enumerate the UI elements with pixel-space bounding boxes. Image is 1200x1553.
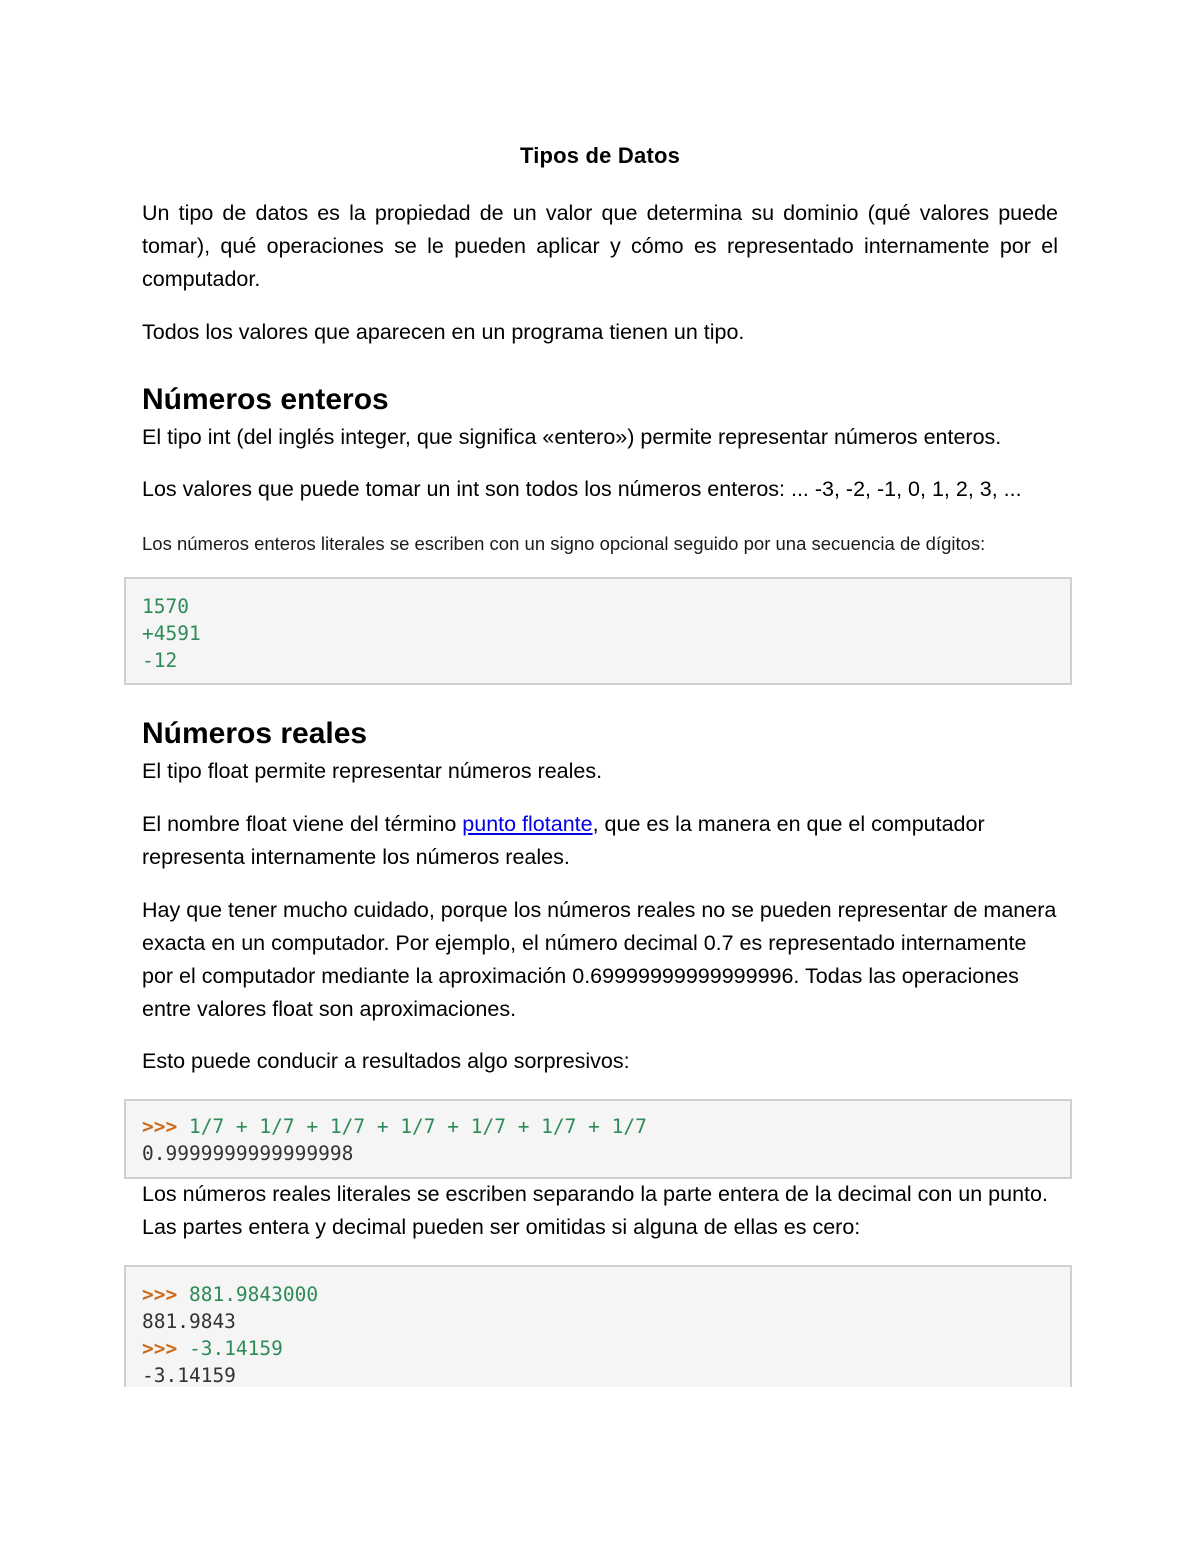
reales-paragraph-5: Los números reales literales se escriben separando la parte entera de la decimal con un punto. Las partes entera y decimal pueden ser omitidas si alguna de ellas es cero: [142, 1182, 1048, 1239]
reales-p2-text: , que es la manera en que el computador representa internamente los números reales. [142, 812, 985, 869]
code-block-enteros [124, 577, 1072, 685]
page-title: Tipos de Datos [519, 143, 681, 168]
code-input: -3.14159 [177, 1337, 283, 1360]
prompt-symbol: >>> [142, 1115, 178, 1138]
code-line: +4591 [142, 622, 201, 645]
section-heading-reales: Números reales [142, 717, 368, 750]
reales-paragraph-2 [142, 808, 1022, 874]
code-line: 1570 [142, 595, 189, 618]
code-line [142, 1113, 1054, 1140]
punto-flotante-link[interactable]: punto flotante [462, 812, 593, 836]
code-output: 881.9843 [142, 1310, 236, 1333]
code-line [142, 1335, 1054, 1362]
prompt-symbol: >>> [142, 1283, 178, 1306]
code-input: 881.9843000 [177, 1283, 319, 1306]
code-line [142, 1281, 1054, 1308]
code-input: 1/7 + 1/7 + 1/7 + 1/7 + 1/7 + 1/7 + 1/7 [177, 1115, 647, 1138]
enteros-paragraph-2: Los valores que puede tomar un int son todos los números enteros: ... -3, -2, -1, 0, 1, 2, 3, ... [142, 477, 1022, 501]
code-output: -3.14159 [142, 1364, 236, 1387]
code-line: -12 [142, 649, 178, 672]
intro-paragraph-1: Un tipo de datos es la propiedad de un valor que determina su dominio (qué valores puede tomar), qué operaciones se le pueden aplicar y cómo es representado internamente por el computador. [142, 201, 1058, 291]
enteros-paragraph-3: Los números enteros literales se escriben con un signo opcional seguido por una secuencia de dígitos: [142, 533, 986, 554]
reales-p2-text: El nombre float viene del término [142, 812, 463, 836]
intro-paragraph-2: Todos los valores que aparecen en un programa tienen un tipo. [142, 320, 745, 344]
section-heading-enteros: Números enteros [142, 383, 389, 416]
enteros-paragraph-1: El tipo int (del inglés integer, que significa «entero») permite representar números enteros. [142, 425, 1002, 449]
reales-paragraph-1: El tipo float permite representar números reales. [142, 759, 603, 783]
prompt-symbol: >>> [142, 1337, 178, 1360]
code-block-reales-1 [124, 1099, 1072, 1179]
reales-paragraph-3: Hay que tener mucho cuidado, porque los números reales no se pueden representar de manera exacta en un computador. Por ejemplo, el número decimal 0.7 es representado internamente por el computador mediante la aproximación 0.69999999999999996. Todas las operaciones entre valores float son aproximaciones. [142, 898, 1057, 1021]
code-output: 0.9999999999999998 [142, 1142, 354, 1165]
code-block-reales-2 [124, 1265, 1072, 1387]
reales-paragraph-4: Esto puede conducir a resultados algo sorpresivos: [142, 1049, 630, 1073]
